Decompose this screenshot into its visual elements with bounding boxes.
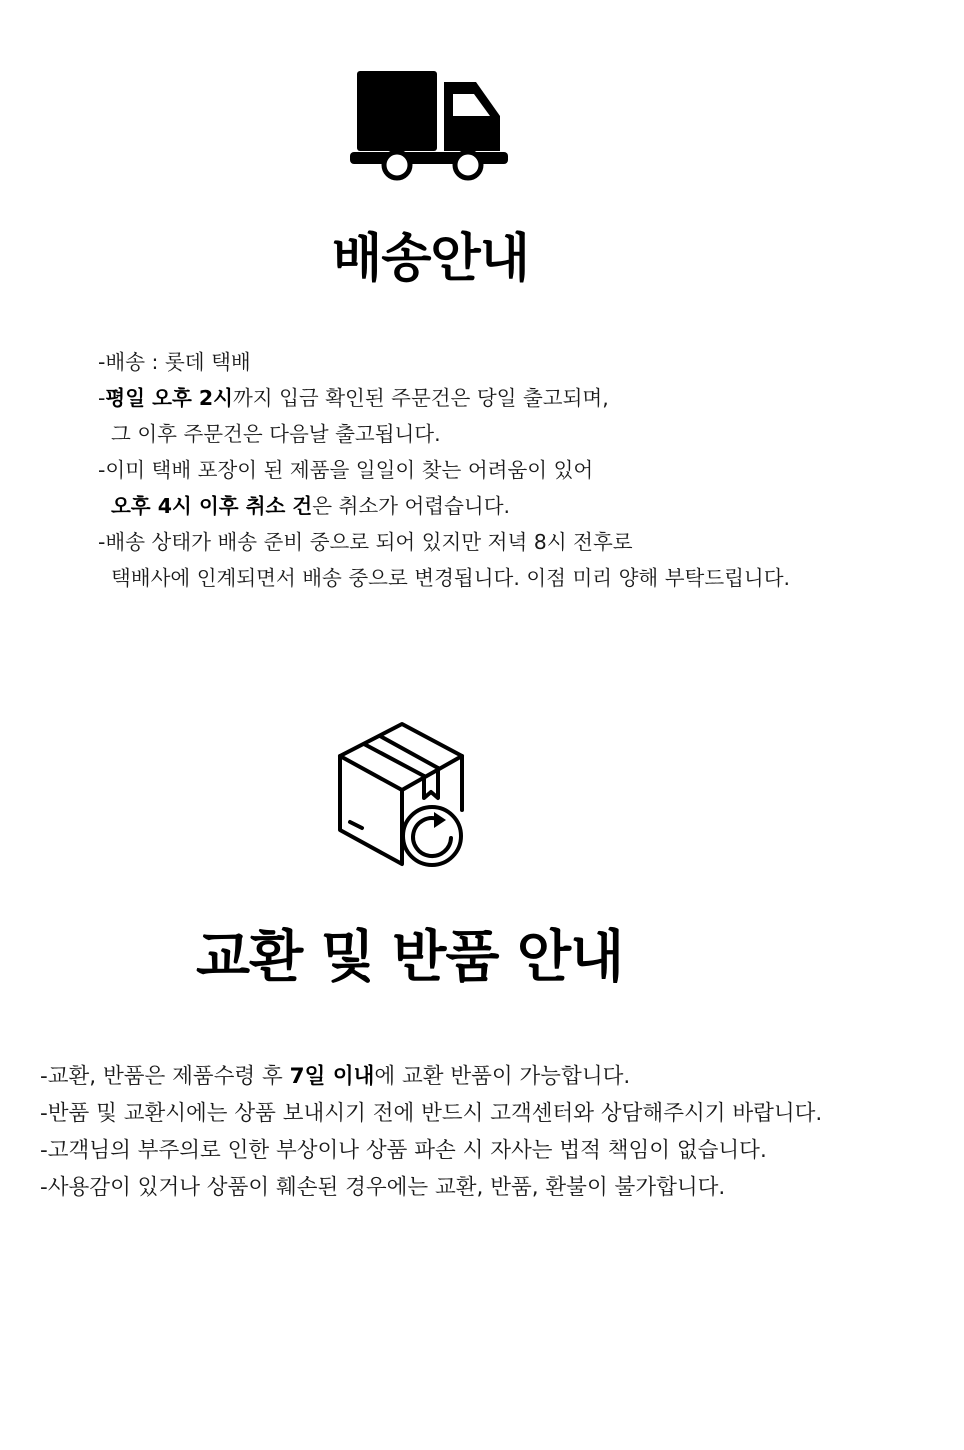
period-rest: 에 교환 반품이 가능합니다. [374,1064,631,1089]
shipping-line-cutoff [98,380,790,416]
cancel-cutoff: 오후 4시 이후 취소 건 [111,494,313,518]
cutoff-rest: 까지 입금 확인된 주문건은 당일 출고되며, [232,386,609,410]
exchange-line-not-allowed: -사용감이 있거나 상품이 훼손된 경우에는 교환, 반품, 환불이 불가합니다. [40,1175,726,1200]
period-pre: -교환, 반품은 제품수령 후 [40,1064,290,1089]
shipping-title: 배송안내 [332,229,529,289]
shipping-info [98,344,790,596]
shipping-line-handover: 택배사에 인계되면서 배송 중으로 변경됩니다. 이점 미리 양해 부탁드립니다. [111,566,791,590]
shipping-line-packaged: -이미 택배 포장이 된 제품을 일일이 찾는 어려움이 있어 [98,458,594,482]
truck-icon [350,68,510,182]
exchange-info [40,1058,822,1206]
shipping-line-next-day: 그 이후 주문건은 다음날 출고됩니다. [111,422,441,446]
shipping-line-status: -배송 상태가 배송 준비 중으로 되어 있지만 저녁 8시 전후로 [98,530,633,554]
period-days: 7일 이내 [289,1064,375,1089]
exchange-line-contact: -반품 및 교환시에는 상품 보내시기 전에 반드시 고객센터와 상담해주시기 바랍니다. [40,1101,823,1126]
dash: - [98,386,106,410]
exchange-line-liability: -고객님의 부주의로 인한 부상이나 상품 파손 시 자사는 법적 책임이 없습니다. [40,1138,767,1163]
cutoff-time: 평일 오후 2시 [105,386,233,410]
shipping-line-carrier: -배송 : 롯데 택배 [98,350,251,374]
shipping-line-cancel [98,488,790,524]
box-return-icon [334,718,468,868]
exchange-line-period [40,1058,822,1095]
exchange-title: 교환 및 반품 안내 [196,925,624,990]
cancel-rest: 은 취소가 어렵습니다. [312,494,511,518]
